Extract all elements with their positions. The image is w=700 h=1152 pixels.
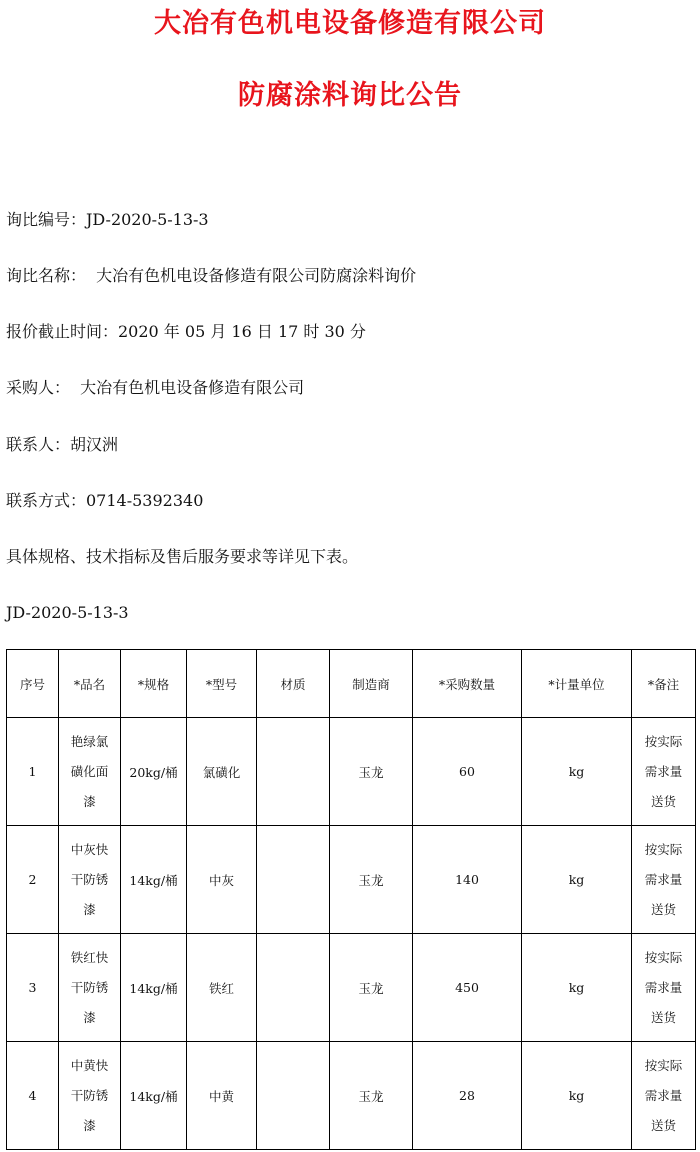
company-title: 大冶有色机电设备修造有限公司	[154, 8, 546, 39]
product-name-text: 艳绿氯磺化面漆	[70, 733, 109, 809]
cell-model: 中黄	[187, 1042, 257, 1150]
cell-model: 铁红	[187, 934, 257, 1042]
cell-product-name	[59, 826, 121, 934]
table-row	[7, 1042, 696, 1150]
cell-seq: 1	[7, 718, 59, 826]
cell-product-name	[59, 718, 121, 826]
cell-unit: kg	[522, 934, 632, 1042]
cell-remark	[632, 826, 696, 934]
header-spec: *规格	[121, 650, 187, 718]
cell-unit: kg	[522, 1042, 632, 1150]
spec-note: 具体规格、技术指标及售后服务要求等详见下表。	[6, 547, 359, 566]
contact-person: 联系人：胡汉洲	[6, 435, 119, 454]
header-seq: 序号	[7, 650, 59, 718]
purchaser: 采购人： 大冶有色机电设备修造有限公司	[6, 378, 305, 397]
cell-quantity: 450	[413, 934, 522, 1042]
cell-quantity: 60	[413, 718, 522, 826]
table-row	[7, 718, 696, 826]
inquiry-name: 询比名称： 大冶有色机电设备修造有限公司防腐涂料询价	[6, 266, 417, 285]
cell-material	[257, 826, 330, 934]
header-product-name: *品名	[59, 650, 121, 718]
product-name-text: 中黄快干防锈漆	[70, 1057, 109, 1133]
header-model: *型号	[187, 650, 257, 718]
header-material: 材质	[257, 650, 330, 718]
inquiry-table	[6, 649, 696, 1150]
cell-model: 中灰	[187, 826, 257, 934]
remark-text: 按实际需求量送货	[644, 841, 683, 917]
cell-material	[257, 934, 330, 1042]
cell-product-name	[59, 934, 121, 1042]
cell-spec: 20kg/桶	[121, 718, 187, 826]
remark-text: 按实际需求量送货	[644, 1057, 683, 1133]
cell-manufacturer: 玉龙	[330, 1042, 413, 1150]
table-header-row	[7, 650, 696, 718]
contact-phone: 联系方式：0714-5392340	[6, 491, 204, 510]
header-manufacturer: 制造商	[330, 650, 413, 718]
cell-remark	[632, 718, 696, 826]
cell-manufacturer: 玉龙	[330, 934, 413, 1042]
header-unit: *计量单位	[522, 650, 632, 718]
inquiry-number: 询比编号：JD-2020-5-13-3	[6, 210, 209, 229]
cell-unit: kg	[522, 826, 632, 934]
cell-quantity: 28	[413, 1042, 522, 1150]
cell-spec: 14kg/桶	[121, 826, 187, 934]
cell-material	[257, 718, 330, 826]
product-name-text: 中灰快干防锈漆	[70, 841, 109, 917]
table-row	[7, 826, 696, 934]
product-name-text: 铁红快干防锈漆	[70, 949, 109, 1025]
cell-spec: 14kg/桶	[121, 934, 187, 1042]
header-remark: *备注	[632, 650, 696, 718]
cell-manufacturer: 玉龙	[330, 826, 413, 934]
remark-text: 按实际需求量送货	[644, 733, 683, 809]
cell-product-name	[59, 1042, 121, 1150]
cell-quantity: 140	[413, 826, 522, 934]
remark-text: 按实际需求量送货	[644, 949, 683, 1025]
cell-remark	[632, 934, 696, 1042]
cell-seq: 2	[7, 826, 59, 934]
quote-deadline: 报价截止时间：2020 年 05 月 16 日 17 时 30 分	[6, 322, 366, 341]
header-quantity: *采购数量	[413, 650, 522, 718]
cell-spec: 14kg/桶	[121, 1042, 187, 1150]
cell-unit: kg	[522, 718, 632, 826]
cell-remark	[632, 1042, 696, 1150]
cell-seq: 3	[7, 934, 59, 1042]
reference-number: JD-2020-5-13-3	[6, 603, 129, 622]
cell-seq: 4	[7, 1042, 59, 1150]
table-row	[7, 934, 696, 1042]
cell-model: 氯磺化	[187, 718, 257, 826]
cell-manufacturer: 玉龙	[330, 718, 413, 826]
cell-material	[257, 1042, 330, 1150]
notice-title: 防腐涂料询比公告	[238, 80, 462, 111]
